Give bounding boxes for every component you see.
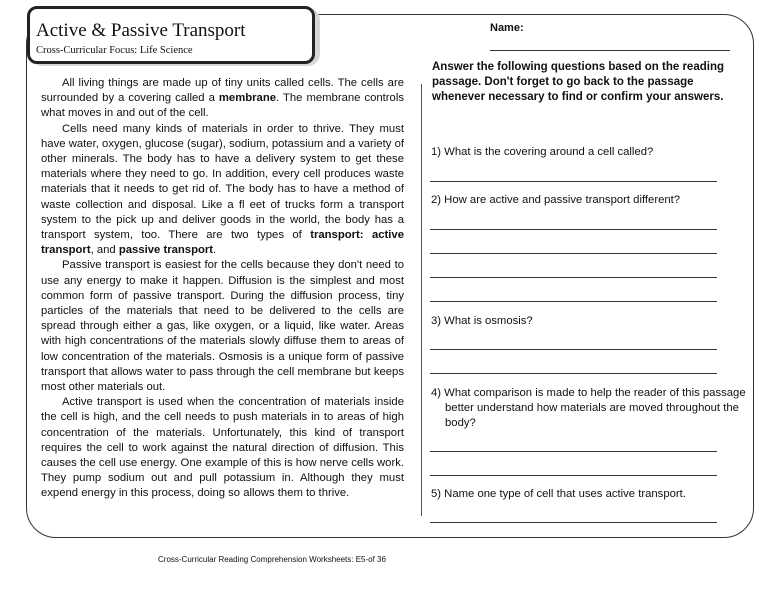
instructions: Answer the following questions based on the reading passage. Don't forget to go back to the passage whenever necessary to find or confirm your answers. (432, 61, 724, 103)
passage-paragraph-3: Passive transport is easiest for the cells because they don't need to use any energy to make it happen. Diffusion is the simplest and most common form of passive transport. During the diffusion process, tiny particles of the materials that need to be delivered to the cells are spread through either a gas, like oxygen, or a liquid, like water. Areas with high concentrations of the materials slowly diffuse them to areas of low concentration of the materials. Osmosis is a unique form of passive transport that allows water to pass through the cell membrane but keeps most other materials out. (41, 259, 404, 394)
answer-line[interactable] (430, 522, 717, 523)
answer-line[interactable] (430, 181, 717, 182)
passage-paragraph-1: All living things are made up of tiny units called cells. The cells are surrounded by a covering called a membrane. The membrane controls what moves in and out of the cell. (41, 77, 404, 120)
passive-transport-term: passive transport (118, 244, 214, 257)
passage-paragraph-4: Active transport is used when the concentration of materials inside the cell is high, and the cell needs to push materials in to areas of high concentration of the materials. Unfortunately, this kind of transport requires the cell to work against the natural direction of diffusion. This causes the cell use energy. One example of this is how nerve cells work. They pump sodium out and pull potassium in. Although they must expend energy in this process, doing so allows them to thrive. (41, 396, 404, 500)
name-label: Name: (490, 22, 524, 34)
question-4: 4) What comparison is made to help the reader of this passage better understand how materials are moved throughout the body? (431, 387, 746, 429)
name-answer-line[interactable] (490, 50, 730, 51)
worksheet-title: Active & Passive Transport (36, 20, 246, 41)
question-5: 5) Name one type of cell that uses active transport. (431, 488, 686, 500)
answer-line[interactable] (430, 475, 717, 476)
answer-line[interactable] (430, 349, 717, 350)
question-1: 1) What is the covering around a cell called? (431, 146, 654, 158)
answer-line[interactable] (430, 451, 717, 452)
answer-line[interactable] (430, 373, 717, 374)
column-divider (421, 84, 422, 516)
reading-passage (41, 76, 404, 502)
question-3: 3) What is osmosis? (431, 315, 533, 327)
transport-types-term: transport: active transport (41, 229, 404, 257)
worksheet-subtitle: Cross-Curricular Focus: Life Science (36, 45, 193, 56)
answer-line[interactable] (430, 229, 717, 230)
question-2: 2) How are active and passive transport different? (431, 194, 681, 206)
page-footer: Cross-Curricular Reading Comprehension Worksheets: E5-of 36 (158, 555, 386, 564)
passage-paragraph-2: Cells need many kinds of materials in order to thrive. They must have water, oxygen, glucose (sugar), sodium, potassium and a variety of other minerals. The body has to have a delivery system to get these materials where they need to go. In addition, every cell produces waste materials that it needs to get rid of. The body has to have a method of waste collection and disposal. Like a fl eet of trucks form a transport system to the pick up and deliver goods in the world, the body has a transport system, too. There are two types of transport: active transport, and passive transport. (41, 122, 404, 257)
answer-line[interactable] (430, 277, 717, 278)
membrane-term: membrane (218, 92, 277, 105)
answer-line[interactable] (430, 253, 717, 254)
answer-line[interactable] (430, 301, 717, 302)
